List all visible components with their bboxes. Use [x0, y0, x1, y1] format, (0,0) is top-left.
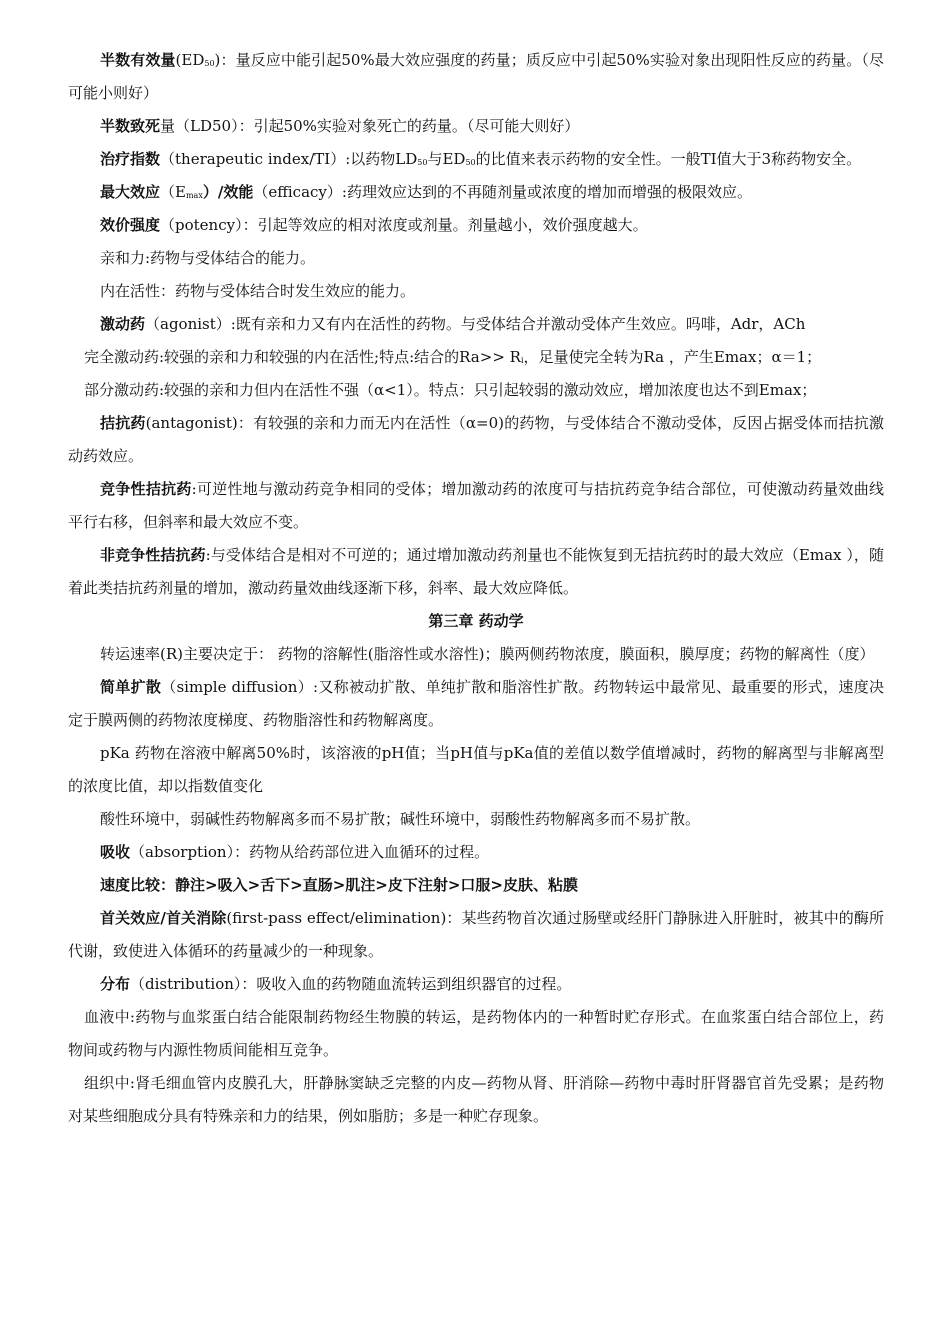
paragraph-distribution: 分布（distribution）：吸收入血的药物随血流转运到组织器官的过程。: [100, 975, 572, 993]
paragraph-ed50: 半数有效量$(ED_{50})$：量反应中能引起50%最大效应强度的药量；质反应中引起50%实验对象出现阳性反应的药量。（尽可能小则好）: [68, 51, 884, 102]
paragraph-intrinsic-activity: 内在活性：药物与受体结合时发生效应的能力。: [100, 282, 416, 300]
paragraph-transport-rate: 转运速率(R)主要决定于： 药物的溶解性(脂溶性或水溶性)；膜两侧药物浓度，膜面积，膜厚度；药物的解离性（度）: [100, 645, 875, 663]
paragraph-pka: pKa 药物在溶液中解离50%时，该溶液的pH值；当pH值与pKa值的差值以数学值增减时，药物的解离型与非解离型的浓度比值，却以指数值变化: [68, 744, 884, 795]
paragraph-partial-agonist: 部分激动药:较强的亲和力但内在活性不强（α<1）。特点：只引起较弱的激动效应，增加浓度也达不到Emax；: [84, 381, 817, 399]
term-agonist: 激动药: [100, 315, 146, 333]
term-potency: 效价强度: [100, 216, 161, 234]
paragraph-ld50: 半数致死量（LD50）：引起50%实验对象死亡的药量。（尽可能大则好）: [100, 117, 580, 135]
term-therapeutic-index: 治疗指数: [100, 150, 161, 168]
term-simple-diffusion: 简单扩散: [100, 678, 162, 696]
paragraph-speed-comparison: 速度比较：静注>吸入>舌下>直肠>肌注>皮下注射>口服>皮肤、粘膜: [100, 876, 578, 894]
paragraph-competitive-antagonist: 竞争性拮抗药:可逆性地与激动药竞争相同的受体；增加激动药的浓度可与拮抗药竞争结合部位，可使激动药量效曲线平行右移，但斜率和最大效应不变。: [68, 480, 884, 531]
term-efficacy: 效能: [223, 183, 254, 201]
chapter-heading: 第三章 药动学: [428, 612, 524, 630]
term-ed50: 半数有效量: [100, 51, 176, 69]
paragraph-first-pass: 首关效应/首关消除(first-pass effect/elimination)：某些药物首次通过肠壁或经肝门静脉进入肝脏时，被其中的酶所代谢，致使进入体循环的药量减少的一种现象。: [68, 909, 884, 960]
term-first-pass: 首关效应/首关消除: [100, 909, 227, 927]
paragraph-full-agonist: 完全激动药:较强的亲和力和较强的内在活性;特点:结合的$Ra>> R_i$，足量使完全转为Ra ，产生Emax；α＝1；: [84, 348, 822, 366]
paragraph-agonist: 激动药（agonist）:既有亲和力又有内在活性的药物。与受体结合并激动受体产生效应。吗啡，Adr，ACh: [100, 315, 806, 333]
paragraph-absorption: 吸收（absorption）：药物从给药部位进入血循环的过程。: [100, 843, 490, 861]
term-antagonist: 拮抗药: [100, 414, 146, 432]
paragraph-emax: 最大效应$(E_{max})/$效能（efficacy）:药理效应达到的不再随剂量或浓度的增加而增强的极限效应。: [100, 183, 752, 201]
paragraph-acid-base: 酸性环境中，弱碱性药物解离多而不易扩散；碱性环境中，弱酸性药物解离多而不易扩散。: [100, 810, 701, 828]
paragraph-therapeutic-index: 治疗指数（therapeutic index/TI）:以药物$LD_{50}$与$ED_{50}$的比值来表示药物的安全性。一般TI值大于3称药物安全。: [100, 150, 862, 168]
term-absorption: 吸收: [100, 843, 131, 861]
term-ld50: 半数致死: [100, 117, 161, 135]
paragraph-noncompetitive-antagonist: 非竞争性拮抗药:与受体结合是相对不可逆的；通过增加激动药剂量也不能恢复到无拮抗药时的最大效应（Emax ），随着此类拮抗药剂量的增加，激动药量效曲线逐渐下移，斜率、最大效应降低。: [68, 546, 884, 597]
term-competitive-antagonist: 竞争性拮抗药: [100, 480, 192, 498]
paragraph-tissue: 组织中:肾毛细血管内皮膜孔大，肝静脉窦缺乏完整的内皮—药物从肾、肝消除—药物中毒时肝肾器官首先受累；是药物对某些细胞成分具有特殊亲和力的结果，例如脂肪；多是一种贮存现象。: [68, 1074, 884, 1125]
term-distribution: 分布: [100, 975, 131, 993]
paragraph-simple-diffusion: 简单扩散（simple diffusion）:又称被动扩散、单纯扩散和脂溶性扩散。药物转运中最常见、最重要的形式，速度决定于膜两侧的药物浓度梯度、药物脂溶性和药物解离度。: [68, 678, 884, 729]
paragraph-blood: 血液中:药物与血浆蛋白结合能限制药物经生物膜的转运，是药物体内的一种暂时贮存形式。在血浆蛋白结合部位上，药物间或药物与内源性物质间能相互竞争。: [68, 1008, 884, 1059]
term-emax: 最大效应: [100, 183, 161, 201]
term-noncompetitive-antagonist: 非竞争性拮抗药: [100, 546, 206, 564]
paragraph-antagonist: 拮抗药(antagonist)：有较强的亲和力而无内在活性（α=0)的药物，与受体结合不激动受体，反因占据受体而拮抗激动药效应。: [68, 414, 884, 465]
paragraph-affinity: 亲和力:药物与受体结合的能力。: [100, 249, 316, 267]
paragraph-potency: 效价强度（potency）：引起等效应的相对浓度或剂量。剂量越小，效价强度越大。: [100, 216, 648, 234]
document-page: [68, 44, 884, 1133]
